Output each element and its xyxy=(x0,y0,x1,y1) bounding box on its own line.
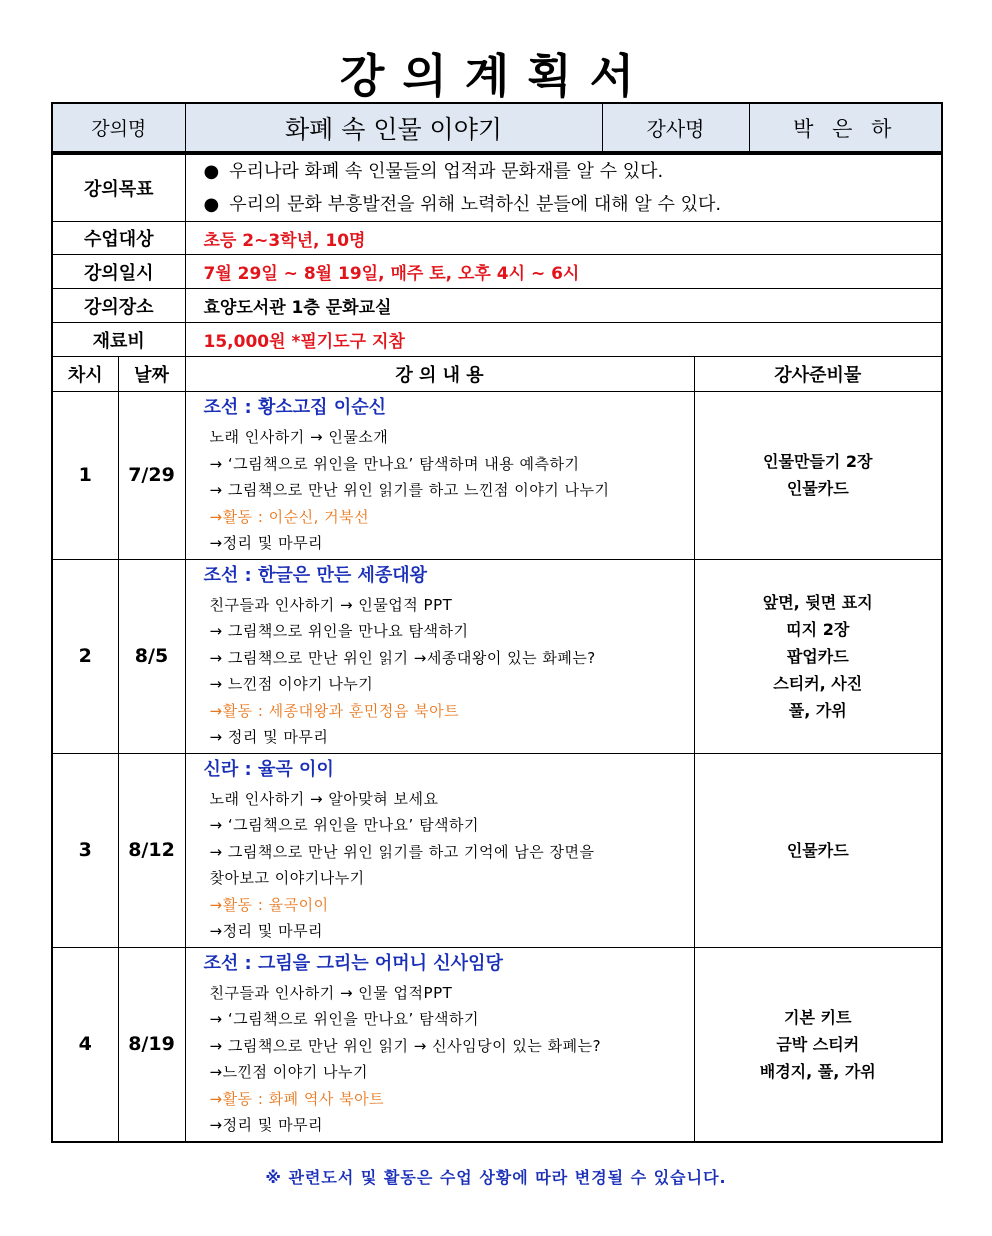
prep-materials xyxy=(694,753,942,947)
session-content xyxy=(185,947,694,1142)
activity-line: →활동 : 율곡이이 xyxy=(209,895,329,914)
session-row xyxy=(52,753,942,947)
session-date: 8/12 xyxy=(118,753,185,947)
content-line: →느낀점 이야기 나누기 xyxy=(209,1063,369,1081)
content-line: 노래 인사하기 → 인물소개 xyxy=(209,428,389,446)
schedule-label: 강의일시 xyxy=(52,255,185,289)
session-number: 4 xyxy=(52,947,118,1142)
session-date: 8/19 xyxy=(118,947,185,1142)
session-content xyxy=(185,392,694,560)
content-line: → 그림책으로 만난 위인 읽기를 하고 기억에 남은 장면을 xyxy=(209,842,595,861)
bullet-icon: ● xyxy=(203,161,220,182)
session-date: 7/29 xyxy=(118,392,185,560)
place-value: 효양도서관 1층 문화교실 xyxy=(185,289,942,323)
target-label: 수업대상 xyxy=(52,222,185,255)
schedule-value: 7월 29일 ~ 8월 19일, 매주 토, 오후 4시 ~ 6시 xyxy=(185,255,942,289)
prep-materials xyxy=(694,559,942,753)
column-content: 강 의 내 용 xyxy=(185,357,694,392)
session-row xyxy=(52,559,942,753)
session-date: 8/5 xyxy=(118,559,185,753)
session-number: 2 xyxy=(52,559,118,753)
session-title: 조선 : 한글은 만든 세종대왕 xyxy=(203,564,428,586)
content-line: → 그림책으로 위인을 만나요 탐색하기 xyxy=(209,622,469,640)
course-plan-table xyxy=(51,153,943,1143)
column-session: 차시 xyxy=(52,357,118,392)
content-line: → ‘그림책으로 위인을 만나요’ 탐색하기 xyxy=(209,816,480,834)
prep-item: 풀, 가위 xyxy=(788,700,847,720)
page-title: 강의계획서 xyxy=(339,49,653,103)
prep-item: 앞면, 뒷면 표지 xyxy=(762,592,873,612)
session-number: 3 xyxy=(52,753,118,947)
prep-item: 금박 스티커 xyxy=(776,1034,860,1054)
session-row xyxy=(52,947,942,1142)
prep-item: 스티커, 사진 xyxy=(773,673,863,693)
session-title: 조선 : 황소고집 이순신 xyxy=(203,397,386,418)
course-header-table xyxy=(51,102,943,153)
goal-item: ● 우리의 문화 부흥발전을 위해 노력하신 분들에 대해 알 수 있다. xyxy=(203,194,722,215)
content-line: → ‘그림책으로 위인을 만나요’ 탐색하기 xyxy=(209,1010,480,1028)
prep-item: 인물카드 xyxy=(786,479,849,499)
prep-materials xyxy=(694,392,942,560)
closing-line: →정리 및 마무리 xyxy=(209,922,324,940)
prep-item: 인물카드 xyxy=(786,840,849,860)
content-line: 찾아보고 이야기나누기 xyxy=(209,869,365,887)
content-line: 친구들과 인사하기 → 인물업적 PPT xyxy=(209,595,453,614)
content-line: → 그림책으로 만난 위인 읽기를 하고 느낀점 이야기 나누기 xyxy=(209,481,610,499)
session-content xyxy=(185,753,694,947)
closing-line: →정리 및 마무리 xyxy=(209,534,324,552)
instructor-label: 강사명 xyxy=(602,103,749,152)
bullet-icon: ● xyxy=(203,194,220,215)
content-line: → 그림책으로 만난 위인 읽기 → 신사임당이 있는 화폐는? xyxy=(209,1036,602,1055)
activity-line: →활동 : 세종대왕과 훈민정음 북아트 xyxy=(209,701,460,720)
footnote: ※ 관련도서 및 활동은 수업 상황에 따라 변경될 수 있습니다. xyxy=(265,1168,727,1187)
instructor-name: 박 은 하 xyxy=(749,103,942,152)
course-name: 화폐 속 인물 이야기 xyxy=(185,103,602,152)
target-value: 초등 2~3학년, 10명 xyxy=(185,222,942,255)
activity-line: →활동 : 이순신, 거북선 xyxy=(209,507,370,526)
session-title: 신라 : 율곡 이이 xyxy=(203,758,334,780)
session-content xyxy=(185,559,694,753)
prep-item: 팝업카드 xyxy=(786,646,849,666)
goal-item: ● 우리나라 화폐 속 인물들의 업적과 문화재를 알 수 있다. xyxy=(203,161,664,182)
content-line: → 그림책으로 만난 위인 읽기 →세종대왕이 있는 화폐는? xyxy=(209,648,596,667)
content-line: 친구들과 인사하기 → 인물 업적PPT xyxy=(209,983,453,1002)
column-prep: 강사준비물 xyxy=(694,357,942,392)
prep-materials xyxy=(694,947,942,1142)
content-line: → 느낀점 이야기 나누기 xyxy=(209,675,374,693)
prep-item: 인물만들기 2장 xyxy=(763,452,873,472)
closing-line: → 정리 및 마무리 xyxy=(209,728,329,746)
activity-line: →활동 : 화폐 역사 북아트 xyxy=(209,1089,385,1108)
goal-list xyxy=(185,154,942,222)
course-name-label: 강의명 xyxy=(52,103,185,152)
session-number: 1 xyxy=(52,392,118,560)
prep-item: 띠지 2장 xyxy=(786,619,850,639)
goal-label: 강의목표 xyxy=(52,154,185,222)
place-label: 강의장소 xyxy=(52,289,185,323)
prep-item: 기본 키트 xyxy=(784,1007,852,1027)
closing-line: →정리 및 마무리 xyxy=(209,1116,324,1134)
session-title: 조선 : 그림을 그리는 어머니 신사임당 xyxy=(203,952,503,974)
fee-label: 재료비 xyxy=(52,323,185,357)
content-line: 노래 인사하기 → 알아맞혀 보세요 xyxy=(209,789,439,808)
fee-value: 15,000원 *필기도구 지참 xyxy=(185,323,942,357)
column-date: 날짜 xyxy=(118,357,185,392)
prep-item: 배경지, 풀, 가위 xyxy=(759,1061,876,1081)
content-line: → ‘그림책으로 위인을 만나요’ 탐색하며 내용 예측하기 xyxy=(209,454,580,473)
session-row xyxy=(52,392,942,560)
